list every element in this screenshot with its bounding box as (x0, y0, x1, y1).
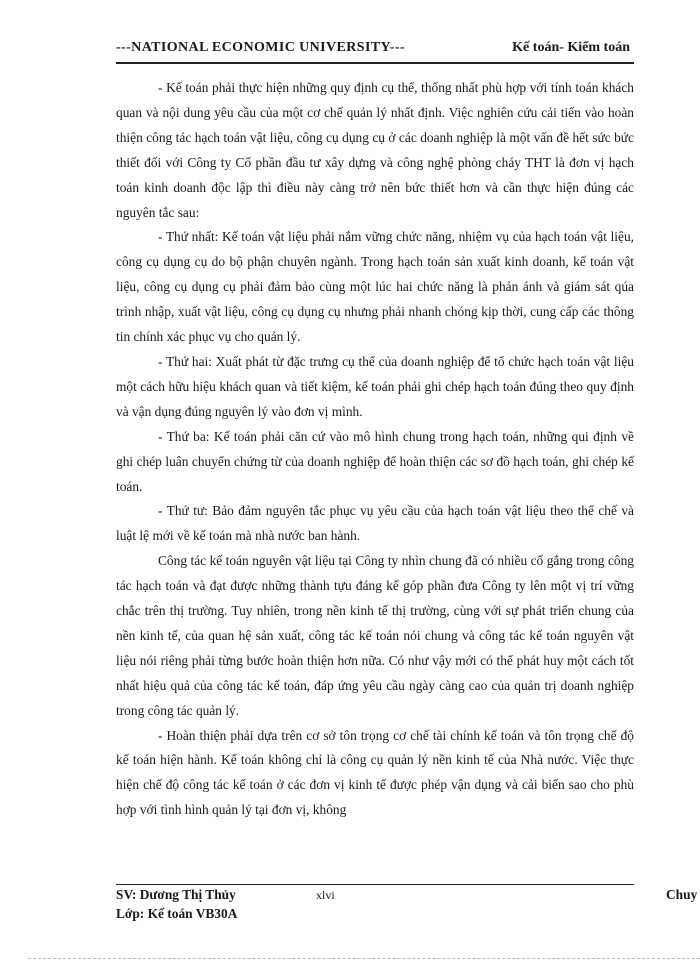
paragraph-2: - Thứ nhất: Kế toán vật liệu phải nắm vững chức năng, nhiệm vụ của hạch toán vật liệu, công cụ dụng cụ do bộ phận chuyên ngành. Trong hạch toán sản xuất kinh doanh, kế toán vật liệu, công cụ dụng cụ phải đảm bảo cùng một lúc hai chức năng là phản ánh và giám sát qúa trình nhập, xuất vật liệu, công cụ dụng cụ nhưng phải nhanh chóng kịp thời, cung cấp các thông tin chính xác phục vụ cho quản lý. (116, 229, 634, 345)
page-header (116, 36, 634, 64)
footer-student-name: SV: Dương Thị Thủy (116, 887, 236, 902)
paragraph-4: - Thứ ba: Kế toán phải căn cứ vào mô hình chung trong hạch toán, những qui định về ghi chép luân chuyển chứng từ của doanh nghiệp để hoàn thiện các sơ đồ hạch toán, ghi chép kế toán. (116, 428, 634, 494)
page-number: xlvi (316, 888, 335, 902)
footer-class: Lớp: Kế toán VB30A (116, 906, 238, 921)
footer-right-text: Chuy (666, 887, 698, 902)
header-university: ---NATIONAL ECONOMIC UNIVERSITY--- (116, 40, 405, 55)
paragraph-7: - Hoàn thiện phải dựa trên cơ sở tôn trọng cơ chế tài chính kế toán và tôn trọng chế độ kế toán hiện hành. Kế toán không chỉ là công cụ quản lý nền kinh tế của Nhà nước. Việc thực hiện chế độ công tác kế toán ở các đơn vị kinh tế được phép vận dụng và cải biến sao cho phù hợp với tình hình quản lý tại đơn vị, không (116, 727, 634, 818)
body-text (116, 76, 634, 823)
page-bottom-edge (28, 958, 700, 959)
header-department: Kế toán- Kiểm toán (512, 40, 630, 55)
paragraph-6: Công tác kế toán nguyên vật liệu tại Công ty nhìn chung đã có nhiều cố gắng trong công tác hạch toán và đạt được những thành tựu đáng kể góp phần đưa Công ty lên một vị trí vững chắc trên thị trường. Tuy nhiên, trong nền kinh tế thị trường, cùng với sự phát triển chung của nền kinh tế, của quan hệ sản xuất, công tác kế toán nói chung và công tác kế toán nguyên vật liệu nói riêng phải từng bước hoàn thiện hơn nữa. Có như vậy mới có thể phát huy một cách tốt nhất hiệu quả của công tác kế toán, đáp ứng yêu cầu ngày càng cao của quản trị doanh nghiệp trong công tác quản lý. (116, 553, 634, 718)
paragraph-5: - Thứ tư: Bảo đảm nguyên tắc phục vụ yêu cầu của hạch toán vật liệu theo thể chế và luật lệ mới về kế toán mà nhà nước ban hành. (116, 503, 634, 544)
paragraph-3: - Thứ hai: Xuất phát từ đặc trưng cụ thể của doanh nghiệp để tổ chức hạch toán vật liệu một cách hữu hiệu khách quan và tiết kiệm, kế toán phải ghi chép hạch toán đúng theo quy định và vận dụng đúng nguyên lý vào đơn vị mình. (116, 353, 634, 419)
paragraph-1: - Kế toán phải thực hiện những quy định cụ thể, thống nhất phù hợp với tính toán khách quan và nội dung yêu cầu của một cơ chế quản lý nhất định. Việc nghiên cứu cải tiến vào hoàn thiện công tác hạch toán vật liệu, công cụ dụng cụ ở các doanh nghiệp là một vấn đề hết sức bức thiết đối với Công ty Cổ phần đầu tư xây dựng và công nghệ phòng cháy THT là đơn vị hạch toán kinh doanh độc lập thì điều này càng trở nên bức thiết hơn và cần thực hiện đúng các nguyên tắc sau: (116, 80, 634, 220)
footer-rule (116, 884, 634, 885)
